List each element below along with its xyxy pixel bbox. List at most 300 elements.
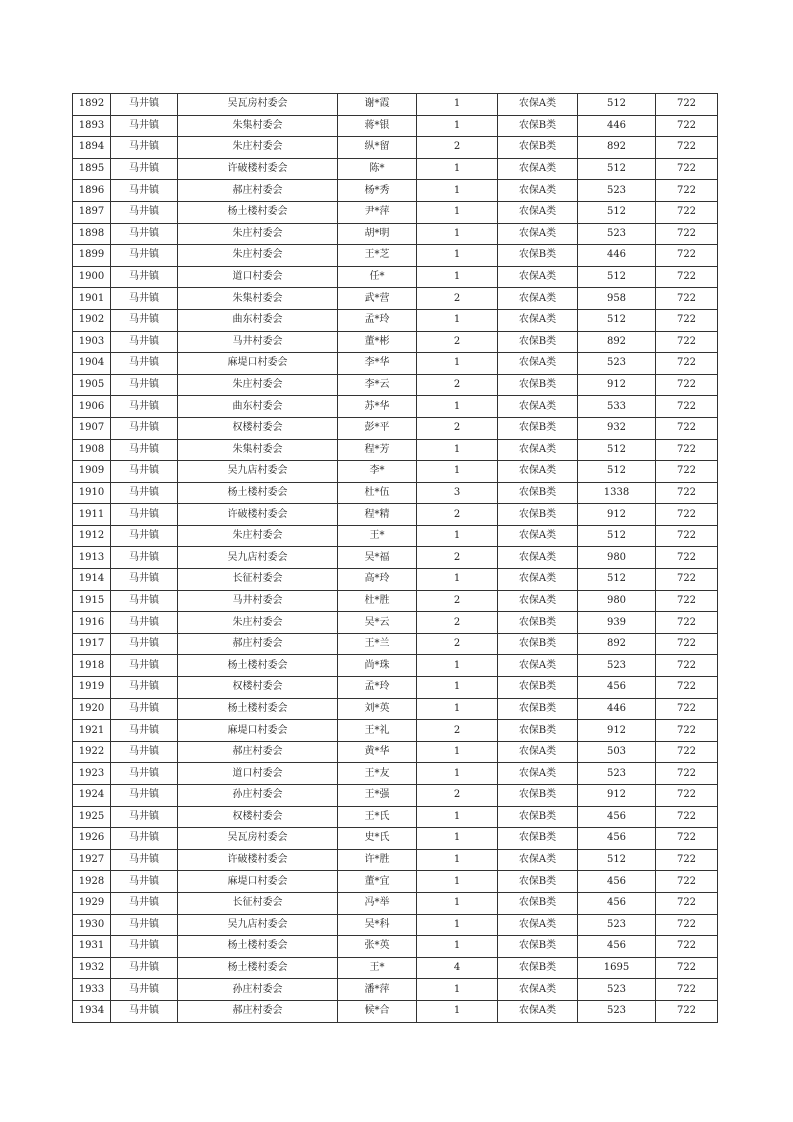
category-cell: 农保B类 xyxy=(498,892,578,914)
row-number-cell: 1922 xyxy=(73,741,111,763)
row-number-cell: 1921 xyxy=(73,720,111,742)
row-number-cell: 1914 xyxy=(73,569,111,591)
row-number-cell: 1910 xyxy=(73,482,111,504)
name-cell: 王* xyxy=(338,525,417,547)
category-cell: 农保B类 xyxy=(498,957,578,979)
standard-cell: 722 xyxy=(656,201,718,223)
table-row xyxy=(73,698,718,720)
table-row xyxy=(73,288,718,310)
village-committee-cell: 杨土楼村委会 xyxy=(178,698,338,720)
town-cell: 马井镇 xyxy=(111,655,178,677)
village-committee-cell: 长征村委会 xyxy=(178,892,338,914)
category-cell: 农保A类 xyxy=(498,741,578,763)
village-committee-cell: 麻堤口村委会 xyxy=(178,720,338,742)
standard-cell: 722 xyxy=(656,115,718,137)
table-row xyxy=(73,525,718,547)
category-cell: 农保B类 xyxy=(498,245,578,267)
amount-cell: 456 xyxy=(578,936,656,958)
household-size-cell: 1 xyxy=(417,180,498,202)
category-cell: 农保B类 xyxy=(498,612,578,634)
category-cell: 农保A类 xyxy=(498,266,578,288)
household-size-cell: 2 xyxy=(417,374,498,396)
town-cell: 马井镇 xyxy=(111,94,178,116)
row-number-cell: 1934 xyxy=(73,1000,111,1022)
row-number-cell: 1898 xyxy=(73,223,111,245)
household-size-cell: 1 xyxy=(417,806,498,828)
table-row xyxy=(73,828,718,850)
town-cell: 马井镇 xyxy=(111,223,178,245)
standard-cell: 722 xyxy=(656,677,718,699)
standard-cell: 722 xyxy=(656,461,718,483)
category-cell: 农保A类 xyxy=(498,309,578,331)
household-size-cell: 1 xyxy=(417,309,498,331)
household-size-cell: 1 xyxy=(417,677,498,699)
town-cell: 马井镇 xyxy=(111,461,178,483)
amount-cell: 523 xyxy=(578,763,656,785)
village-committee-cell: 道口村委会 xyxy=(178,266,338,288)
name-cell: 吴*福 xyxy=(338,547,417,569)
household-size-cell: 1 xyxy=(417,353,498,375)
category-cell: 农保A类 xyxy=(498,525,578,547)
row-number-cell: 1897 xyxy=(73,201,111,223)
name-cell: 孟*玲 xyxy=(338,309,417,331)
category-cell: 农保A类 xyxy=(498,94,578,116)
name-cell: 彭*平 xyxy=(338,417,417,439)
standard-cell: 722 xyxy=(656,590,718,612)
town-cell: 马井镇 xyxy=(111,439,178,461)
village-committee-cell: 长征村委会 xyxy=(178,569,338,591)
village-committee-cell: 朱集村委会 xyxy=(178,115,338,137)
row-number-cell: 1926 xyxy=(73,828,111,850)
village-committee-cell: 马井村委会 xyxy=(178,590,338,612)
town-cell: 马井镇 xyxy=(111,417,178,439)
name-cell: 许*胜 xyxy=(338,849,417,871)
category-cell: 农保B类 xyxy=(498,785,578,807)
table-row xyxy=(73,115,718,137)
village-committee-cell: 道口村委会 xyxy=(178,763,338,785)
amount-cell: 512 xyxy=(578,525,656,547)
town-cell: 马井镇 xyxy=(111,806,178,828)
amount-cell: 892 xyxy=(578,633,656,655)
roster-body xyxy=(73,94,718,1023)
name-cell: 董*彬 xyxy=(338,331,417,353)
standard-cell: 722 xyxy=(656,353,718,375)
table-row xyxy=(73,374,718,396)
standard-cell: 722 xyxy=(656,439,718,461)
table-row xyxy=(73,569,718,591)
village-committee-cell: 曲东村委会 xyxy=(178,309,338,331)
town-cell: 马井镇 xyxy=(111,828,178,850)
household-size-cell: 1 xyxy=(417,158,498,180)
name-cell: 王*强 xyxy=(338,785,417,807)
table-row xyxy=(73,180,718,202)
town-cell: 马井镇 xyxy=(111,677,178,699)
table-row xyxy=(73,957,718,979)
table-row xyxy=(73,871,718,893)
household-size-cell: 1 xyxy=(417,763,498,785)
standard-cell: 722 xyxy=(656,936,718,958)
household-size-cell: 1 xyxy=(417,94,498,116)
table-row xyxy=(73,353,718,375)
category-cell: 农保A类 xyxy=(498,914,578,936)
household-size-cell: 1 xyxy=(417,223,498,245)
table-row xyxy=(73,849,718,871)
row-number-cell: 1895 xyxy=(73,158,111,180)
household-size-cell: 2 xyxy=(417,590,498,612)
row-number-cell: 1931 xyxy=(73,936,111,958)
table-row xyxy=(73,892,718,914)
household-size-cell: 1 xyxy=(417,201,498,223)
standard-cell: 722 xyxy=(656,482,718,504)
name-cell: 尚*珠 xyxy=(338,655,417,677)
town-cell: 马井镇 xyxy=(111,288,178,310)
amount-cell: 512 xyxy=(578,439,656,461)
standard-cell: 722 xyxy=(656,266,718,288)
amount-cell: 512 xyxy=(578,158,656,180)
amount-cell: 446 xyxy=(578,698,656,720)
category-cell: 农保B类 xyxy=(498,115,578,137)
row-number-cell: 1893 xyxy=(73,115,111,137)
category-cell: 农保A类 xyxy=(498,547,578,569)
category-cell: 农保A类 xyxy=(498,353,578,375)
row-number-cell: 1915 xyxy=(73,590,111,612)
category-cell: 农保B类 xyxy=(498,936,578,958)
village-committee-cell: 麻堤口村委会 xyxy=(178,871,338,893)
row-number-cell: 1901 xyxy=(73,288,111,310)
standard-cell: 722 xyxy=(656,396,718,418)
table-row xyxy=(73,785,718,807)
name-cell: 王*兰 xyxy=(338,633,417,655)
standard-cell: 722 xyxy=(656,309,718,331)
household-size-cell: 1 xyxy=(417,892,498,914)
category-cell: 农保A类 xyxy=(498,569,578,591)
standard-cell: 722 xyxy=(656,158,718,180)
household-size-cell: 2 xyxy=(417,288,498,310)
table-row xyxy=(73,482,718,504)
category-cell: 农保A类 xyxy=(498,763,578,785)
name-cell: 李*云 xyxy=(338,374,417,396)
row-number-cell: 1904 xyxy=(73,353,111,375)
standard-cell: 722 xyxy=(656,828,718,850)
standard-cell: 722 xyxy=(656,137,718,159)
town-cell: 马井镇 xyxy=(111,633,178,655)
table-row xyxy=(73,331,718,353)
table-row xyxy=(73,137,718,159)
amount-cell: 980 xyxy=(578,547,656,569)
name-cell: 武*营 xyxy=(338,288,417,310)
row-number-cell: 1923 xyxy=(73,763,111,785)
standard-cell: 722 xyxy=(656,806,718,828)
town-cell: 马井镇 xyxy=(111,180,178,202)
standard-cell: 722 xyxy=(656,1000,718,1022)
household-size-cell: 4 xyxy=(417,957,498,979)
village-committee-cell: 曲东村委会 xyxy=(178,396,338,418)
amount-cell: 892 xyxy=(578,137,656,159)
household-size-cell: 1 xyxy=(417,439,498,461)
category-cell: 农保A类 xyxy=(498,288,578,310)
row-number-cell: 1928 xyxy=(73,871,111,893)
standard-cell: 722 xyxy=(656,417,718,439)
town-cell: 马井镇 xyxy=(111,331,178,353)
standard-cell: 722 xyxy=(656,374,718,396)
town-cell: 马井镇 xyxy=(111,785,178,807)
name-cell: 纵*留 xyxy=(338,137,417,159)
amount-cell: 892 xyxy=(578,331,656,353)
name-cell: 潘*萍 xyxy=(338,979,417,1001)
name-cell: 李*华 xyxy=(338,353,417,375)
category-cell: 农保B类 xyxy=(498,633,578,655)
amount-cell: 523 xyxy=(578,1000,656,1022)
village-committee-cell: 许破楼村委会 xyxy=(178,504,338,526)
household-size-cell: 2 xyxy=(417,331,498,353)
table-row xyxy=(73,806,718,828)
category-cell: 农保B类 xyxy=(498,828,578,850)
row-number-cell: 1902 xyxy=(73,309,111,331)
category-cell: 农保B类 xyxy=(498,417,578,439)
table-row xyxy=(73,547,718,569)
household-size-cell: 2 xyxy=(417,504,498,526)
row-number-cell: 1932 xyxy=(73,957,111,979)
row-number-cell: 1930 xyxy=(73,914,111,936)
village-committee-cell: 许破楼村委会 xyxy=(178,158,338,180)
household-size-cell: 1 xyxy=(417,849,498,871)
village-committee-cell: 许破楼村委会 xyxy=(178,849,338,871)
household-size-cell: 1 xyxy=(417,979,498,1001)
household-size-cell: 1 xyxy=(417,525,498,547)
household-size-cell: 1 xyxy=(417,461,498,483)
name-cell: 蒋*银 xyxy=(338,115,417,137)
amount-cell: 939 xyxy=(578,612,656,634)
table-row xyxy=(73,677,718,699)
name-cell: 吴*科 xyxy=(338,914,417,936)
name-cell: 胡*明 xyxy=(338,223,417,245)
name-cell: 高*玲 xyxy=(338,569,417,591)
table-row xyxy=(73,590,718,612)
category-cell: 农保A类 xyxy=(498,655,578,677)
row-number-cell: 1905 xyxy=(73,374,111,396)
row-number-cell: 1916 xyxy=(73,612,111,634)
row-number-cell: 1892 xyxy=(73,94,111,116)
table-row xyxy=(73,1000,718,1022)
household-size-cell: 1 xyxy=(417,245,498,267)
row-number-cell: 1912 xyxy=(73,525,111,547)
roster-table xyxy=(72,93,718,1023)
table-row xyxy=(73,741,718,763)
household-size-cell: 1 xyxy=(417,828,498,850)
village-committee-cell: 朱庄村委会 xyxy=(178,612,338,634)
table-row xyxy=(73,612,718,634)
standard-cell: 722 xyxy=(656,763,718,785)
row-number-cell: 1933 xyxy=(73,979,111,1001)
name-cell: 陈* xyxy=(338,158,417,180)
town-cell: 马井镇 xyxy=(111,353,178,375)
category-cell: 农保A类 xyxy=(498,849,578,871)
amount-cell: 1695 xyxy=(578,957,656,979)
table-row xyxy=(73,936,718,958)
row-number-cell: 1907 xyxy=(73,417,111,439)
standard-cell: 722 xyxy=(656,633,718,655)
town-cell: 马井镇 xyxy=(111,612,178,634)
amount-cell: 523 xyxy=(578,353,656,375)
table-row xyxy=(73,94,718,116)
row-number-cell: 1911 xyxy=(73,504,111,526)
town-cell: 马井镇 xyxy=(111,547,178,569)
town-cell: 马井镇 xyxy=(111,137,178,159)
standard-cell: 722 xyxy=(656,525,718,547)
town-cell: 马井镇 xyxy=(111,569,178,591)
village-committee-cell: 朱庄村委会 xyxy=(178,374,338,396)
village-committee-cell: 朱集村委会 xyxy=(178,439,338,461)
standard-cell: 722 xyxy=(656,849,718,871)
name-cell: 尹*萍 xyxy=(338,201,417,223)
village-committee-cell: 吴瓦房村委会 xyxy=(178,94,338,116)
category-cell: 农保A类 xyxy=(498,180,578,202)
row-number-cell: 1896 xyxy=(73,180,111,202)
amount-cell: 456 xyxy=(578,828,656,850)
household-size-cell: 3 xyxy=(417,482,498,504)
standard-cell: 722 xyxy=(656,892,718,914)
standard-cell: 722 xyxy=(656,331,718,353)
amount-cell: 446 xyxy=(578,115,656,137)
amount-cell: 512 xyxy=(578,201,656,223)
category-cell: 农保B类 xyxy=(498,482,578,504)
village-committee-cell: 朱庄村委会 xyxy=(178,245,338,267)
household-size-cell: 1 xyxy=(417,936,498,958)
name-cell: 冯*举 xyxy=(338,892,417,914)
village-committee-cell: 马井村委会 xyxy=(178,331,338,353)
table-row xyxy=(73,223,718,245)
household-size-cell: 1 xyxy=(417,655,498,677)
table-row xyxy=(73,979,718,1001)
town-cell: 马井镇 xyxy=(111,957,178,979)
town-cell: 马井镇 xyxy=(111,698,178,720)
standard-cell: 722 xyxy=(656,785,718,807)
village-committee-cell: 杨土楼村委会 xyxy=(178,957,338,979)
household-size-cell: 1 xyxy=(417,1000,498,1022)
name-cell: 刘*英 xyxy=(338,698,417,720)
town-cell: 马井镇 xyxy=(111,720,178,742)
name-cell: 谢*霞 xyxy=(338,94,417,116)
standard-cell: 722 xyxy=(656,698,718,720)
amount-cell: 503 xyxy=(578,741,656,763)
category-cell: 农保A类 xyxy=(498,439,578,461)
amount-cell: 512 xyxy=(578,266,656,288)
standard-cell: 722 xyxy=(656,871,718,893)
table-row xyxy=(73,396,718,418)
table-row xyxy=(73,914,718,936)
name-cell: 王*友 xyxy=(338,763,417,785)
table-row xyxy=(73,245,718,267)
standard-cell: 722 xyxy=(656,504,718,526)
row-number-cell: 1927 xyxy=(73,849,111,871)
amount-cell: 512 xyxy=(578,309,656,331)
category-cell: 农保A类 xyxy=(498,979,578,1001)
village-committee-cell: 郝庄村委会 xyxy=(178,1000,338,1022)
town-cell: 马井镇 xyxy=(111,741,178,763)
amount-cell: 912 xyxy=(578,504,656,526)
amount-cell: 523 xyxy=(578,979,656,1001)
name-cell: 杜*伍 xyxy=(338,482,417,504)
amount-cell: 512 xyxy=(578,94,656,116)
household-size-cell: 1 xyxy=(417,698,498,720)
name-cell: 孟*玲 xyxy=(338,677,417,699)
village-committee-cell: 朱庄村委会 xyxy=(178,137,338,159)
village-committee-cell: 杨土楼村委会 xyxy=(178,655,338,677)
name-cell: 王*氏 xyxy=(338,806,417,828)
category-cell: 农保B类 xyxy=(498,331,578,353)
row-number-cell: 1900 xyxy=(73,266,111,288)
category-cell: 农保B类 xyxy=(498,677,578,699)
table-row xyxy=(73,720,718,742)
amount-cell: 456 xyxy=(578,892,656,914)
village-committee-cell: 郝庄村委会 xyxy=(178,180,338,202)
name-cell: 苏*华 xyxy=(338,396,417,418)
name-cell: 杨*秀 xyxy=(338,180,417,202)
name-cell: 王*礼 xyxy=(338,720,417,742)
standard-cell: 722 xyxy=(656,288,718,310)
table-row xyxy=(73,504,718,526)
name-cell: 张*英 xyxy=(338,936,417,958)
town-cell: 马井镇 xyxy=(111,374,178,396)
amount-cell: 512 xyxy=(578,461,656,483)
category-cell: 农保A类 xyxy=(498,590,578,612)
row-number-cell: 1924 xyxy=(73,785,111,807)
row-number-cell: 1894 xyxy=(73,137,111,159)
town-cell: 马井镇 xyxy=(111,266,178,288)
category-cell: 农保B类 xyxy=(498,806,578,828)
amount-cell: 912 xyxy=(578,720,656,742)
household-size-cell: 1 xyxy=(417,569,498,591)
household-size-cell: 2 xyxy=(417,720,498,742)
amount-cell: 932 xyxy=(578,417,656,439)
household-size-cell: 1 xyxy=(417,115,498,137)
town-cell: 马井镇 xyxy=(111,396,178,418)
row-number-cell: 1909 xyxy=(73,461,111,483)
category-cell: 农保B类 xyxy=(498,374,578,396)
village-committee-cell: 杨土楼村委会 xyxy=(178,936,338,958)
household-size-cell: 2 xyxy=(417,612,498,634)
town-cell: 马井镇 xyxy=(111,482,178,504)
amount-cell: 1338 xyxy=(578,482,656,504)
name-cell: 任* xyxy=(338,266,417,288)
town-cell: 马井镇 xyxy=(111,525,178,547)
standard-cell: 722 xyxy=(656,245,718,267)
standard-cell: 722 xyxy=(656,223,718,245)
table-row xyxy=(73,439,718,461)
standard-cell: 722 xyxy=(656,612,718,634)
amount-cell: 512 xyxy=(578,569,656,591)
row-number-cell: 1899 xyxy=(73,245,111,267)
amount-cell: 533 xyxy=(578,396,656,418)
village-committee-cell: 吴瓦房村委会 xyxy=(178,828,338,850)
town-cell: 马井镇 xyxy=(111,115,178,137)
category-cell: 农保A类 xyxy=(498,223,578,245)
amount-cell: 523 xyxy=(578,223,656,245)
town-cell: 马井镇 xyxy=(111,201,178,223)
town-cell: 马井镇 xyxy=(111,245,178,267)
category-cell: 农保B类 xyxy=(498,504,578,526)
village-committee-cell: 吴九店村委会 xyxy=(178,547,338,569)
row-number-cell: 1917 xyxy=(73,633,111,655)
name-cell: 黄*华 xyxy=(338,741,417,763)
standard-cell: 722 xyxy=(656,180,718,202)
household-size-cell: 2 xyxy=(417,547,498,569)
village-committee-cell: 吴九店村委会 xyxy=(178,461,338,483)
amount-cell: 523 xyxy=(578,180,656,202)
household-size-cell: 1 xyxy=(417,396,498,418)
town-cell: 马井镇 xyxy=(111,979,178,1001)
name-cell: 程*精 xyxy=(338,504,417,526)
